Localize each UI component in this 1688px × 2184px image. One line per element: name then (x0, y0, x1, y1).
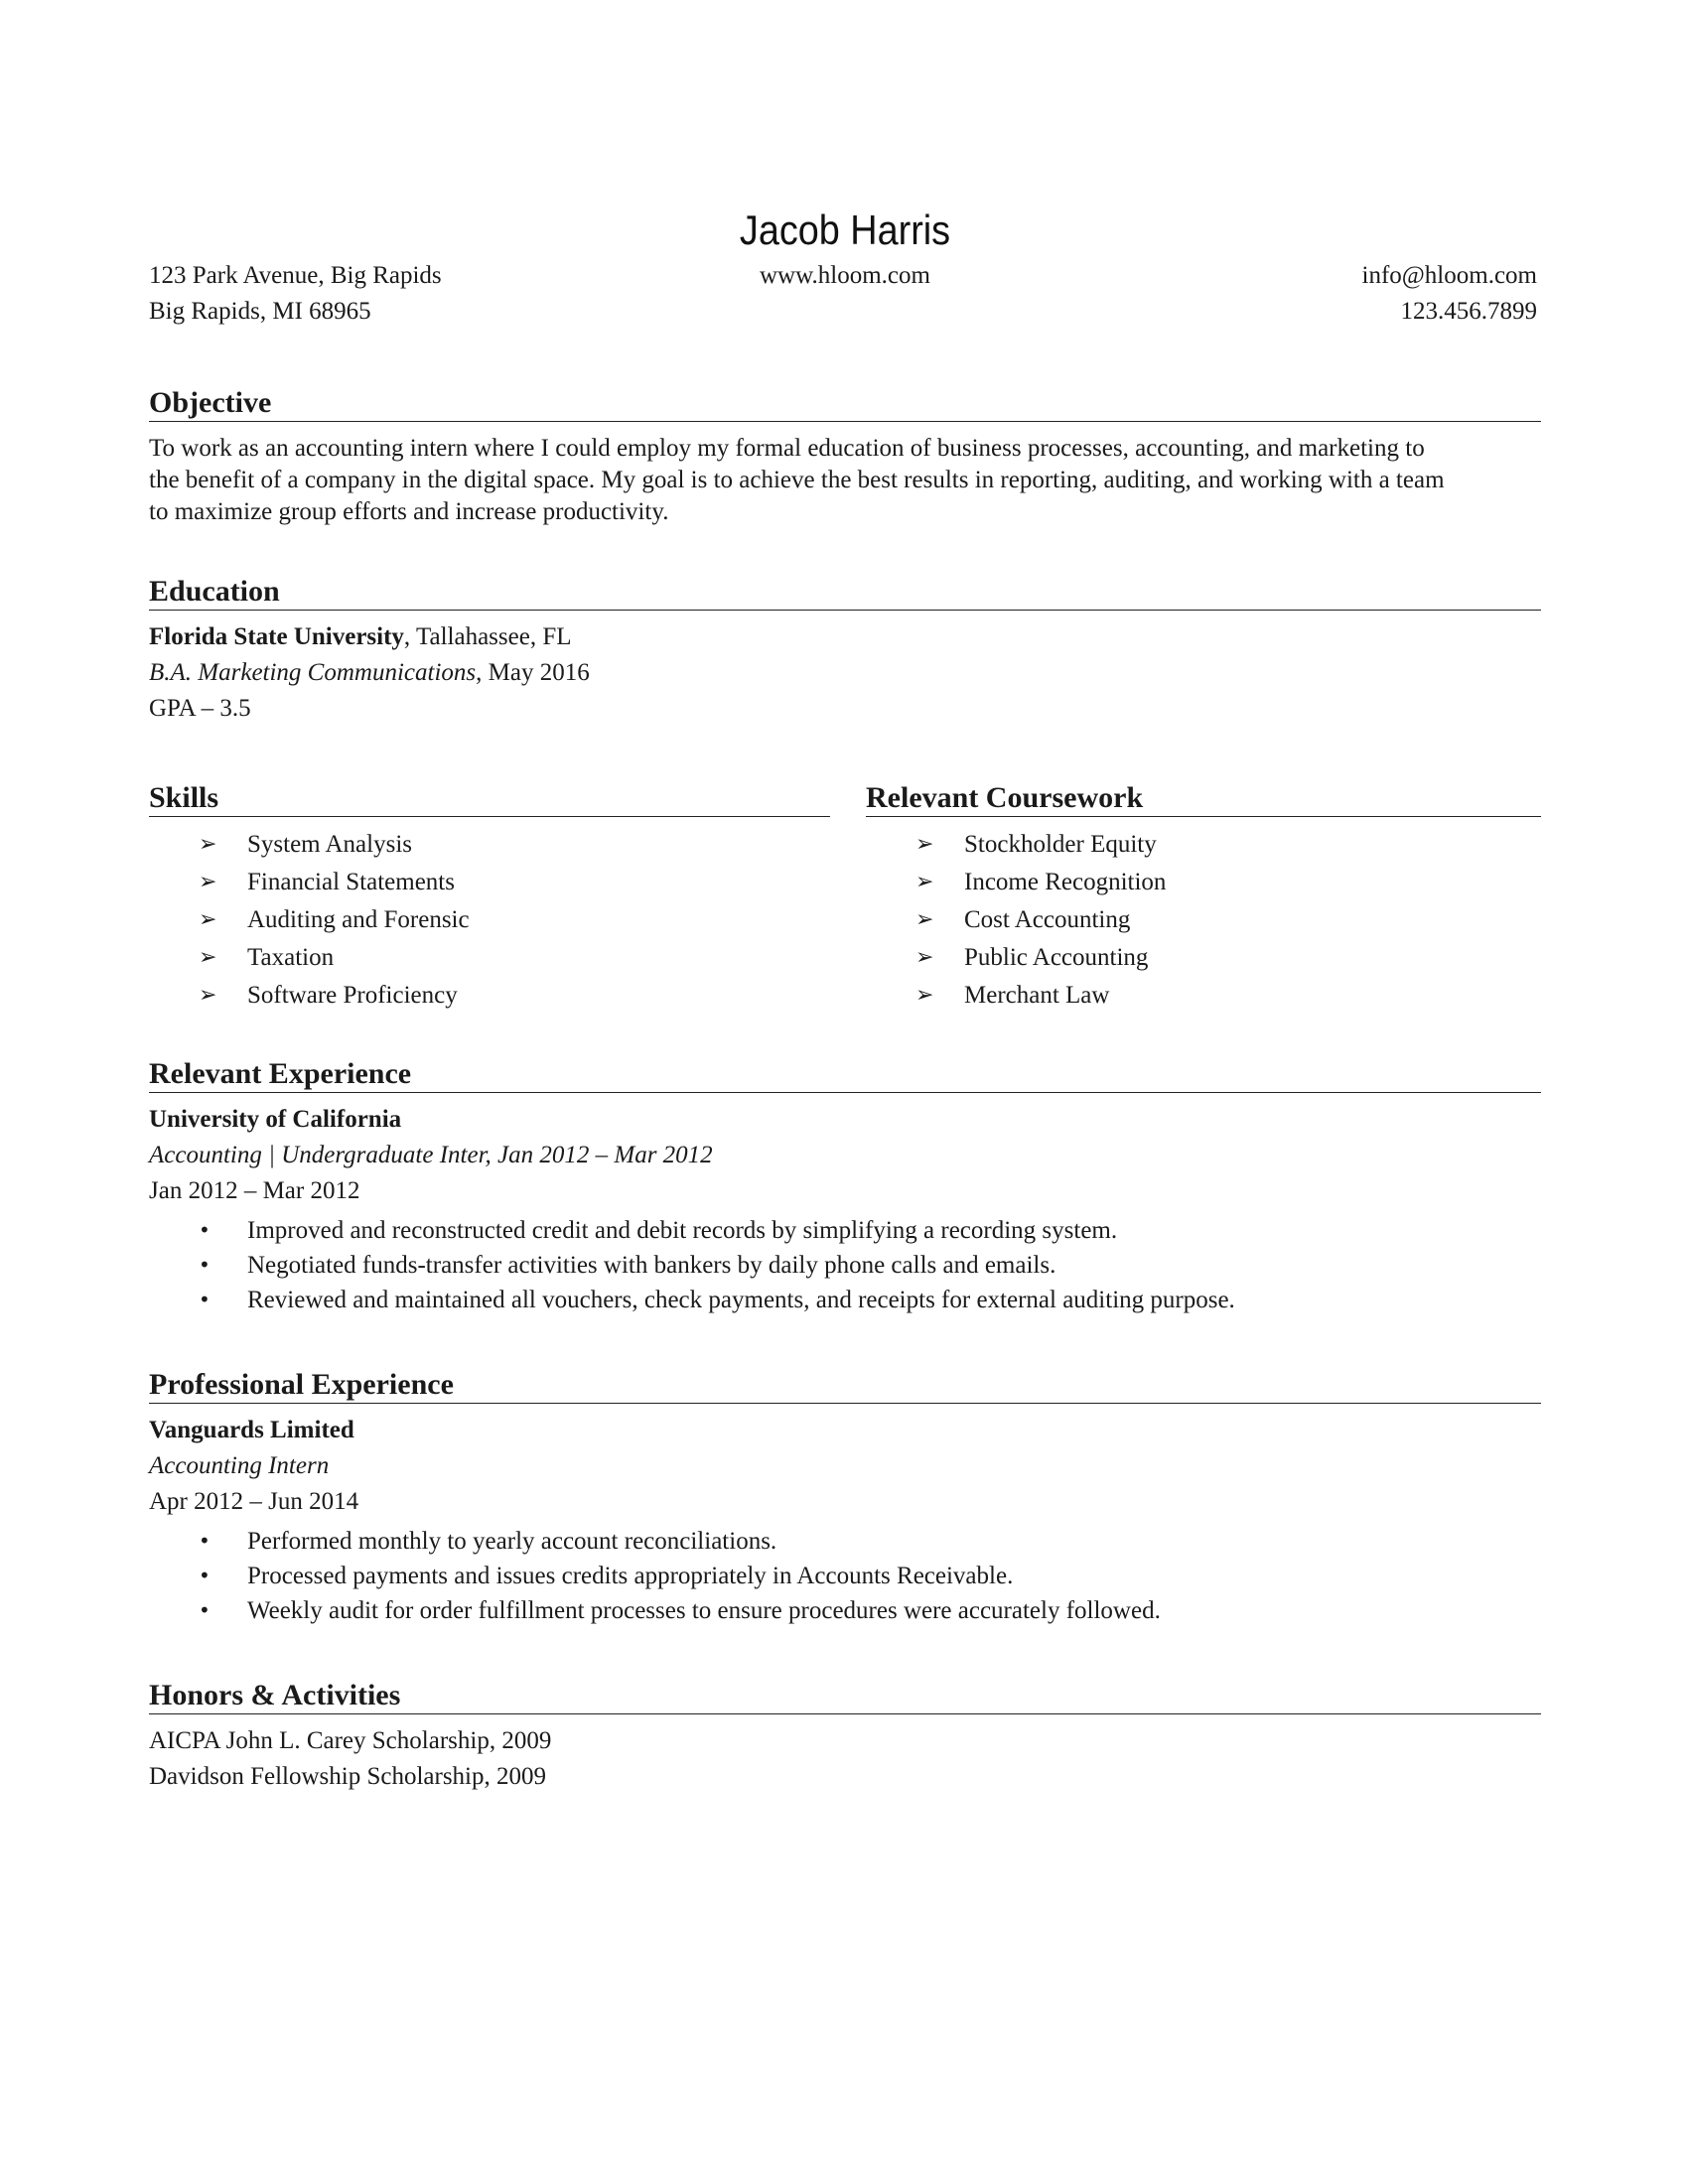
arrow-bullet-icon: ➢ (199, 945, 217, 970)
address-line-1: 123 Park Avenue, Big Rapids (149, 262, 442, 289)
skills-list (149, 826, 470, 1015)
list-item (149, 864, 470, 901)
arrow-bullet-icon: ➢ (915, 983, 934, 1008)
skill-label: Taxation (247, 944, 335, 971)
bullet-dot-icon: • (199, 1529, 211, 1553)
arrow-bullet-icon: ➢ (915, 945, 934, 970)
list-item (866, 977, 1166, 1015)
bullet-text: Weekly audit for order fulfillment processes to ensure procedures were accurately followed. (247, 1597, 1161, 1624)
arrow-bullet-icon: ➢ (915, 832, 934, 857)
skills-heading: Skills (149, 780, 830, 817)
course-label: Income Recognition (964, 869, 1167, 895)
relevant-org: University of California (149, 1106, 402, 1133)
relevant-dates: Jan 2012 – Mar 2012 (149, 1177, 360, 1204)
course-label: Stockholder Equity (964, 831, 1157, 858)
relevant-experience-heading: Relevant Experience (149, 1056, 1541, 1093)
address-line-2: Big Rapids, MI 68965 (149, 298, 371, 325)
list-item (866, 939, 1166, 977)
list-item (149, 1213, 1235, 1248)
school-name: Florida State University (149, 623, 404, 650)
arrow-bullet-icon: ➢ (915, 907, 934, 932)
skill-label: Financial Statements (247, 869, 455, 895)
list-item (149, 1248, 1235, 1283)
objective-text (149, 433, 1539, 528)
skill-label: Auditing and Forensic (247, 906, 470, 933)
coursework-heading: Relevant Coursework (866, 780, 1541, 817)
list-item (149, 1559, 1161, 1593)
phone-number: 123.456.7899 (1400, 298, 1537, 325)
list-item (149, 1524, 1161, 1559)
list-item (149, 826, 470, 864)
relevant-role: Accounting | Undergraduate Inter, Jan 2012 – Mar 2012 (149, 1142, 713, 1168)
list-item (866, 864, 1166, 901)
degree-name: B.A. Marketing Communications (149, 659, 477, 686)
bullet-dot-icon: • (199, 1598, 211, 1622)
school-location: , Tallahassee, FL (403, 623, 572, 650)
professional-dates: Apr 2012 – Jun 2014 (149, 1488, 359, 1515)
objective-line: to maximize group efforts and increase productivity. (149, 498, 669, 525)
professional-role: Accounting Intern (149, 1452, 330, 1479)
arrow-bullet-icon: ➢ (915, 870, 934, 894)
course-label: Cost Accounting (964, 906, 1131, 933)
objective-line: To work as an accounting intern where I could employ my formal education of business processes, accounting, and marketing to (149, 435, 1425, 462)
arrow-bullet-icon: ➢ (199, 983, 217, 1008)
candidate-name: Jacob Harris (739, 206, 951, 253)
coursework-list (866, 826, 1166, 1015)
arrow-bullet-icon: ➢ (199, 832, 217, 857)
email-link[interactable]: info@hloom.com (1361, 262, 1537, 289)
degree-date: , May 2016 (476, 659, 590, 686)
list-item (149, 1593, 1161, 1628)
bullet-text: Improved and reconstructed credit and debit records by simplifying a recording system. (247, 1217, 1118, 1244)
education-degree-line (149, 657, 590, 689)
bullet-text: Reviewed and maintained all vouchers, check payments, and receipts for external auditing purpose. (247, 1287, 1235, 1313)
bullet-text: Performed monthly to yearly account reconciliations. (247, 1528, 777, 1555)
list-item (149, 901, 470, 939)
skill-label: System Analysis (247, 831, 412, 858)
course-label: Public Accounting (964, 944, 1149, 971)
professional-experience-heading: Professional Experience (149, 1367, 1541, 1404)
course-label: Merchant Law (964, 982, 1110, 1009)
education-school-line (149, 621, 572, 653)
bullet-text: Processed payments and issues credits appropriately in Accounts Receivable. (247, 1563, 1014, 1589)
website-link[interactable]: www.hloom.com (760, 262, 930, 289)
bullet-text: Negotiated funds-transfer activities with bankers by daily phone calls and emails. (247, 1252, 1056, 1279)
arrow-bullet-icon: ➢ (199, 907, 217, 932)
list-item (866, 826, 1166, 864)
gpa: GPA – 3.5 (149, 695, 251, 722)
honor-item: Davidson Fellowship Scholarship, 2009 (149, 1763, 546, 1790)
list-item (149, 977, 470, 1015)
objective-line: the benefit of a company in the digital space. My goal is to achieve the best results in reporting, auditing, and working with a team (149, 467, 1445, 493)
skill-label: Software Proficiency (247, 982, 458, 1009)
honor-item: AICPA John L. Carey Scholarship, 2009 (149, 1727, 552, 1754)
bullet-dot-icon: • (199, 1218, 211, 1242)
professional-bullets (149, 1524, 1161, 1628)
professional-org: Vanguards Limited (149, 1417, 354, 1443)
resume-page (149, 0, 1541, 2184)
relevant-bullets (149, 1213, 1235, 1317)
education-heading: Education (149, 574, 1541, 611)
objective-heading: Objective (149, 385, 1541, 422)
list-item (149, 939, 470, 977)
arrow-bullet-icon: ➢ (199, 870, 217, 894)
bullet-dot-icon: • (199, 1564, 211, 1587)
list-item (149, 1283, 1235, 1317)
list-item (866, 901, 1166, 939)
honors-heading: Honors & Activities (149, 1678, 1541, 1714)
bullet-dot-icon: • (199, 1253, 211, 1277)
bullet-dot-icon: • (199, 1288, 211, 1311)
